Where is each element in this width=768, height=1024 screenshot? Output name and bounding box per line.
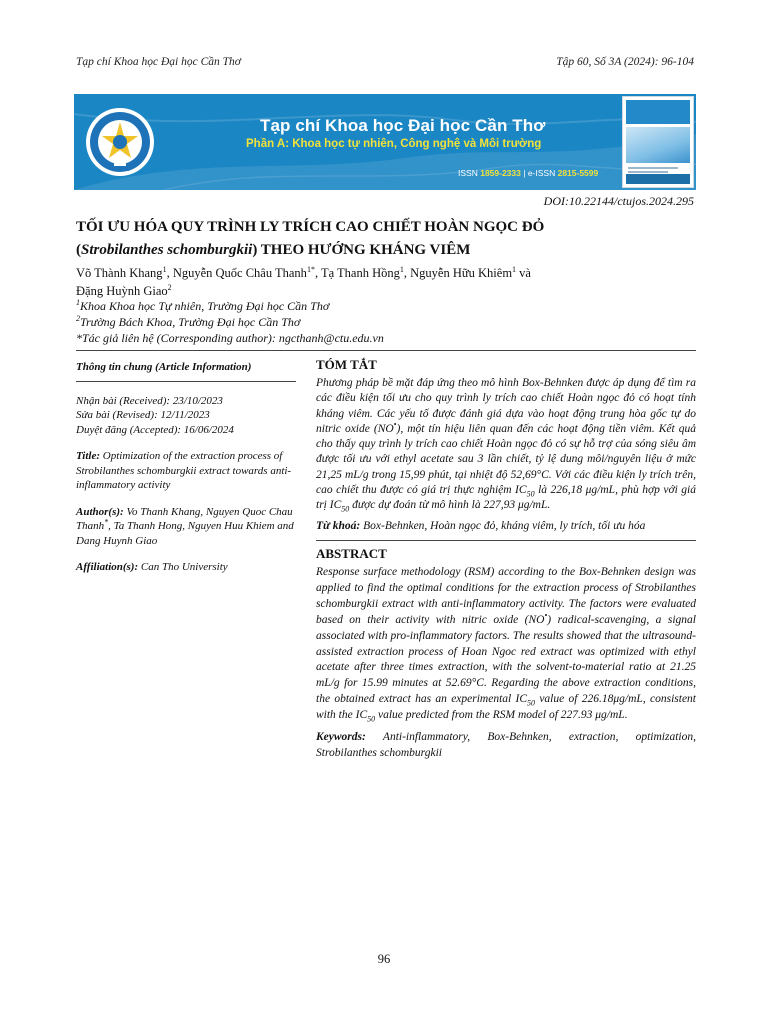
author-connector: và (519, 266, 531, 280)
doi: DOI:10.22144/ctujos.2024.295 (543, 194, 694, 208)
running-head-volume: Tập 60, Số 3A (2024): 96-104 (556, 56, 694, 68)
eissn-label: | e-ISSN (523, 168, 556, 178)
page-number: 96 (377, 952, 391, 966)
affiliation-2: $^2$Trường Bách Khoa, Trường Đại học Cần Thơ (76, 314, 301, 329)
abstract-en-heading: ABSTRACT (316, 545, 387, 561)
affiliations (76, 298, 696, 346)
running-head (76, 56, 694, 72)
accepted-date: Duyệt đăng (Accepted): 16/06/2024 (76, 423, 234, 436)
abstract-vi-body: Phương pháp bề mặt đáp ứng theo mô hình Box-Behnken được áp dụng để tìm ra các điều kiện tối ưu cho quy trình ly trích cao chiết Hoàn ngọc đỏ có hoạt tính kháng viêm. Các yếu tố được đánh giá dựa vào hoạt động trung hòa gốc tự do nitric oxide (NO•), một tín hiệu liên quan đến các hoạt động tiền viêm. Kết quả cho thấy quy trình ly trích cao chiết Hoàn ngọc đỏ có sự hỗ trợ của sóng siêu âm được tối ưu với ethyl acetate sau 3 lần chiết, tỷ lệ dung môi/nguyên liệu ở mức 21,25 mL/g trong 15,99 phút, tại nhiệt độ 52,69°C. Với các điều kiện ly trích trên, cao chiết thu được có giá trị thực nghiệm $IC_{50}$ là 226,18 μg/mL, phù hợp với giá trị $IC_{50}$ được dự đoán từ mô hình là 227,93 μg/mL. (316, 377, 696, 514)
abstract-vi-heading: TÓM TẮT (316, 357, 377, 372)
issn-value: 1859-2333 (480, 168, 521, 178)
paper-title (76, 216, 696, 262)
english-affiliation: Affiliation(s): Can Tho University (76, 561, 228, 573)
author: Nguyễn Quốc Châu Thanh (172, 266, 307, 280)
received-date: Nhận bài (Received): 23/10/2023 (76, 394, 223, 407)
article-info-heading: Thông tin chung (Article Information) (76, 361, 252, 373)
article-info (76, 360, 296, 575)
issn-label: ISSN (458, 168, 478, 178)
banner-issn (458, 168, 598, 178)
author: Tạ Thanh Hồng (320, 266, 400, 280)
university-seal-icon (84, 106, 156, 178)
corresponding-author: *Tác giả liên hệ (Corresponding author): ngcthanh@ctu.edu.vn (76, 331, 384, 345)
banner-subtitle: Phần A: Khoa học tự nhiên, Công nghệ và Môi trường (246, 138, 542, 150)
eissn-value: 2815-5599 (557, 168, 599, 178)
english-title: Title: Optimization of the extraction process of Strobilanthes schomburgkii extract towards anti-inflammatory activity (76, 450, 292, 491)
author: Nguyễn Hữu Khiêm (410, 266, 513, 280)
divider (76, 381, 296, 382)
journal-cover-thumbnail (622, 96, 694, 188)
paper-title-line-1: TỐI ƯU HÓA QUY TRÌNH LY TRÍCH CAO CHIẾT HOÀN NGỌC ĐỎ (76, 219, 545, 235)
author: Võ Thành Khang (76, 266, 163, 280)
running-head-journal: Tạp chí Khoa học Đại học Cần Thơ (76, 56, 241, 68)
journal-banner (74, 94, 696, 190)
abstracts (316, 356, 696, 762)
keywords-vi: Từ khoá: Box-Behnken, Hoàn ngọc đỏ, kháng viêm, ly trích, tối ưu hóa (316, 519, 646, 532)
article-dates (76, 394, 296, 438)
abstract-en-body: Response surface methodology (RSM) according to the Box-Behnken design was applied to find the optimal conditions for the extraction process of Strobilanthes schomburgkii extract with anti-inflammatory activity. The factors were evaluated based on their activity with nitric oxide (NO•) radical-scavenging, a signal associated with pro-inflammatory factors. The results showed that the ultrasound-assisted extraction process of Hoan Ngoc red extract was optimized with ethyl acetate after three times extraction, with the solvent-to-material ratio at 21.25 mL/g for 15.99 minutes at 52.69°C. Regarding the above extraction conditions, the obtained extract has an experimental $IC_{50}$ value of 226.18μg/mL, consistent with the $IC_{50}$ value predicted from the RSM model of 227.93 μg/mL. (316, 565, 696, 724)
keywords-en: Keywords: Anti-inflammatory, Box-Behnken, extraction, optimization, Strobilanthes schomburgkii (316, 731, 696, 759)
revised-date: Sửa bài (Revised): 12/11/2023 (76, 409, 210, 421)
banner-title: Tạp chí Khoa học Đại học Cần Thơ (260, 116, 546, 135)
author-list: Võ Thành Khang$^1$, Nguyễn Quốc Châu Thanh$^{1*}$, Tạ Thanh Hồng$^1$, Nguyễn Hữu Khiêm$^1$ và Đặng Huỳnh Giao$^2$ (76, 264, 531, 298)
author: Đặng Huỳnh Giao (76, 284, 168, 298)
species-name: Strobilanthes schomburgkii (81, 242, 253, 258)
paper-title-line-2: (Strobilanthes schomburgkii) THEO HƯỚNG KHÁNG VIÊM (76, 242, 471, 258)
divider (316, 540, 696, 541)
divider (76, 350, 696, 351)
affiliation-1: $^1$Khoa Khoa học Tự nhiên, Trường Đại học Cần Thơ (76, 298, 330, 313)
english-authors: Author(s): Vo Thanh Khang, Nguyen Quoc Chau Thanh*, Ta Thanh Hong, Nguyen Huu Khiem and Dang Huynh Giao (76, 505, 294, 547)
